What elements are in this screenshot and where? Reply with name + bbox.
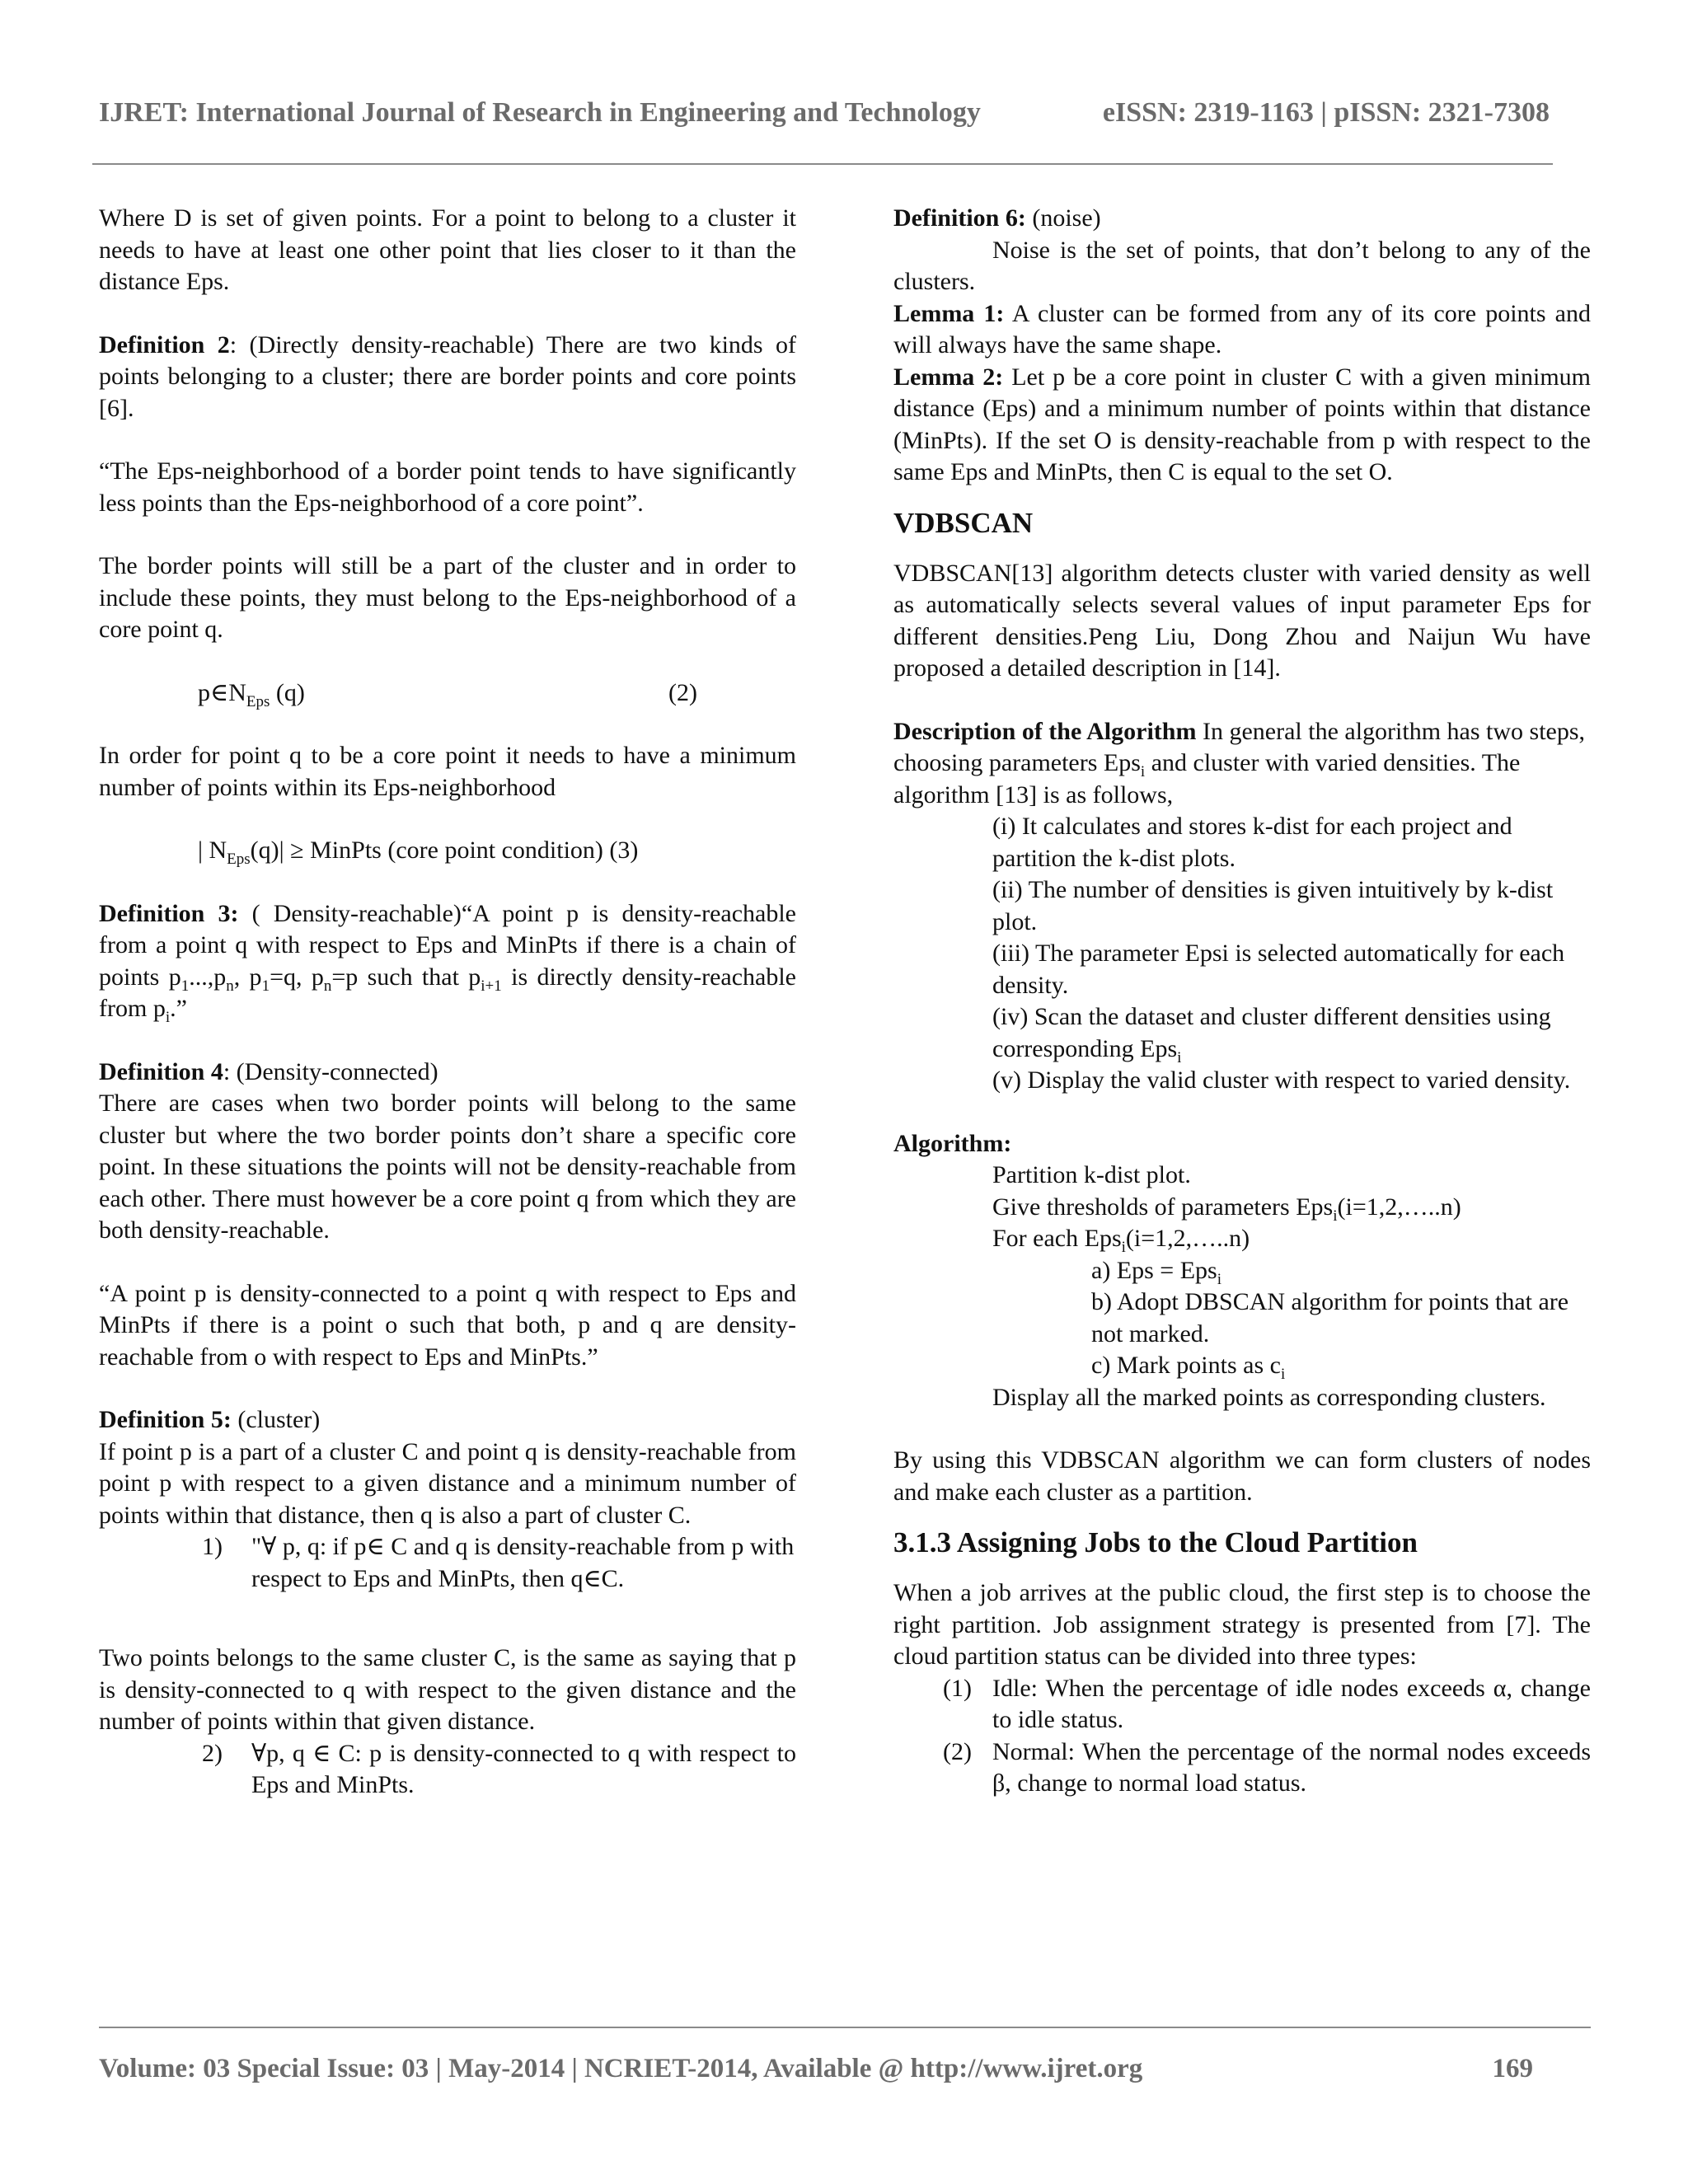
step: (ii) The number of densities is given intuitively by k-dist plot. <box>992 876 1554 935</box>
step: (i) It calculates and stores k-dist for each project and partition the k-dist plots. <box>992 813 1512 872</box>
paragraph: Where D is set of given points. For a point to belong to a cluster it needs to have at least one other point that lies closer to it than the distance Eps. <box>99 204 796 295</box>
list-item: 2) ∀p, q ∈ C: p is density-connected to q with respect to Eps and MinPts. <box>202 1739 796 1798</box>
quote: “The Eps-neighborhood of a border point tends to have significantly less points than the Eps-neighborhood of a core point”. <box>99 457 796 517</box>
page-header <box>99 97 1550 129</box>
section-heading: VDBSCAN <box>893 506 1034 539</box>
equation-number: (2) <box>668 678 697 706</box>
paragraph: When a job arrives at the public cloud, the first step is to choose the right partition. Job assignment strategy is presented from [7]. The cloud partition status can be divided into three types: <box>893 1579 1591 1670</box>
definition-4: Definition 4: (Density-connected) <box>99 1057 438 1085</box>
issn: eISSN: 2319-1163 | pISSN: 2321-7308 <box>1102 97 1550 128</box>
algorithm-line: Partition k-dist plot. <box>992 1161 1191 1188</box>
definition-5: Definition 5: (cluster) <box>99 1406 321 1433</box>
page-number: 169 <box>1492 2054 1533 2083</box>
left-column <box>99 203 796 1802</box>
equation-2: $p\in N_{Eps}$ (q) (2) <box>99 677 796 710</box>
definition-2: Definition 2: (Directly density-reachable) There are two kinds of points belonging to a cluster; there are border points and core points [6]. <box>99 330 797 422</box>
algorithm-line: For each Eps$_i$(i=1,2,…..n) <box>992 1225 1250 1256</box>
quote: “A point p is density-connected to a point q with respect to Eps and MinPts if there is a point o such that both, p and q are density-reachable from o with respect to Eps and MinPts.” <box>99 1279 796 1371</box>
algorithm-line: Give thresholds of parameters Eps$_i$(i=1,2,…..n) <box>992 1193 1461 1225</box>
journal-title: IJRET: International Journal of Research in Engineering and Technology <box>99 97 981 128</box>
paragraph: Two points belongs to the same cluster C, is the same as saying that p is density-connected to q with respect to the given distance and the number of points within that given distance. <box>99 1644 796 1735</box>
footer-divider <box>99 2027 1591 2028</box>
algorithm-title: Algorithm: <box>893 1129 1012 1157</box>
lemma-1: Lemma 1: A cluster can be formed from any of its core points and will always have the same shape. <box>893 299 1591 359</box>
algorithm-line: Display all the marked points as corresponding clusters. <box>992 1383 1546 1411</box>
right-column <box>893 203 1591 1800</box>
page-footer <box>99 2054 1533 2084</box>
definition-3: Definition 3: ( Density-reachable)“A point p is density-reachable from a point q with respect to Eps and MinPts if there is a chain of points $p_1...,p_n$, $p_1=q$, $p_n=p$ such that $p_{i+1}$ is directly density-reachable from $p_i$.” <box>99 899 797 1026</box>
paragraph: VDBSCAN[13] algorithm detects cluster with varied density as well as automatically selects several values of input parameter Eps for different densities.Peng Liu, Dong Zhou and Naijun Wu have proposed a detailed description in [14]. <box>893 559 1591 682</box>
step: (iii) The parameter Epsi is selected automatically for each density. <box>992 940 1565 999</box>
list-item: (1) Idle: When the percentage of idle nodes exceeds α, change to idle status. <box>943 1674 1591 1733</box>
list-item: (2) Normal: When the percentage of the normal nodes exceeds β, change to normal load status. <box>943 1737 1591 1797</box>
algorithm-line: b) Adopt DBSCAN algorithm for points that are not marked. <box>1091 1288 1569 1347</box>
paragraph: If point p is a part of a cluster C and point q is density-reachable from point p with respect to a given distance and a minimum number of points within that distance, then q is also a part of cluster C. <box>99 1437 796 1529</box>
footer-text: Volume: 03 Special Issue: 03 | May-2014 | NCRIET-2014, Available @ http://www.ijret.org <box>99 2054 1143 2083</box>
step: (iv) Scan the dataset and cluster different densities using corresponding Eps$_i$ <box>992 1003 1551 1066</box>
list-item: 1) "∀ p, q: if p∈ C and q is density-reachable from p with respect to Eps and MinPts, then q∈C. <box>202 1533 795 1592</box>
paragraph: By using this VDBSCAN algorithm we can form clusters of nodes and make each cluster as a partition. <box>893 1446 1591 1506</box>
paragraph: There are cases when two border points will belong to the same cluster but where the two border points don’t share a specific core point. In these situations the points will not be density-reachable from each other. There must however be a core point q from which they are both density-reachable. <box>99 1090 796 1244</box>
equation-3: | $N_{Eps}(q)|$ ≥ MinPts (core point condition) (3) <box>198 837 639 868</box>
header-divider <box>92 163 1553 165</box>
algorithm-description: Description of the Algorithm In general the algorithm has two steps, choosing parameters Eps$_i$ and cluster with varied densities. The algorithm [13] is as follows, <box>893 717 1586 808</box>
step: (v) Display the valid cluster with respect to varied density. <box>992 1066 1571 1094</box>
algorithm-line: c) Mark points as $c_i$ <box>1091 1352 1286 1383</box>
algorithm-line: a) Eps = Eps$_i$ <box>1091 1256 1222 1288</box>
section-heading: 3.1.3 Assigning Jobs to the Cloud Partition <box>893 1526 1418 1558</box>
paragraph: The border points will still be a part of the cluster and in order to include these points, they must belong to the Eps-neighborhood of a core point q. <box>99 552 796 643</box>
paragraph: Noise is the set of points, that don’t belong to any of the clusters. <box>893 236 1591 295</box>
paragraph: In order for point q to be a core point it needs to have a minimum number of points within its Eps-neighborhood <box>99 742 796 801</box>
lemma-2: Lemma 2: Let p be a core point in cluster C with a given minimum distance (Eps) and a minimum number of points within that distance (MinPts). If the set O is density-reachable from p with respect to the same Eps and MinPts, then C is equal to the set O. <box>893 363 1591 485</box>
definition-6: Definition 6: (noise) <box>893 204 1101 232</box>
